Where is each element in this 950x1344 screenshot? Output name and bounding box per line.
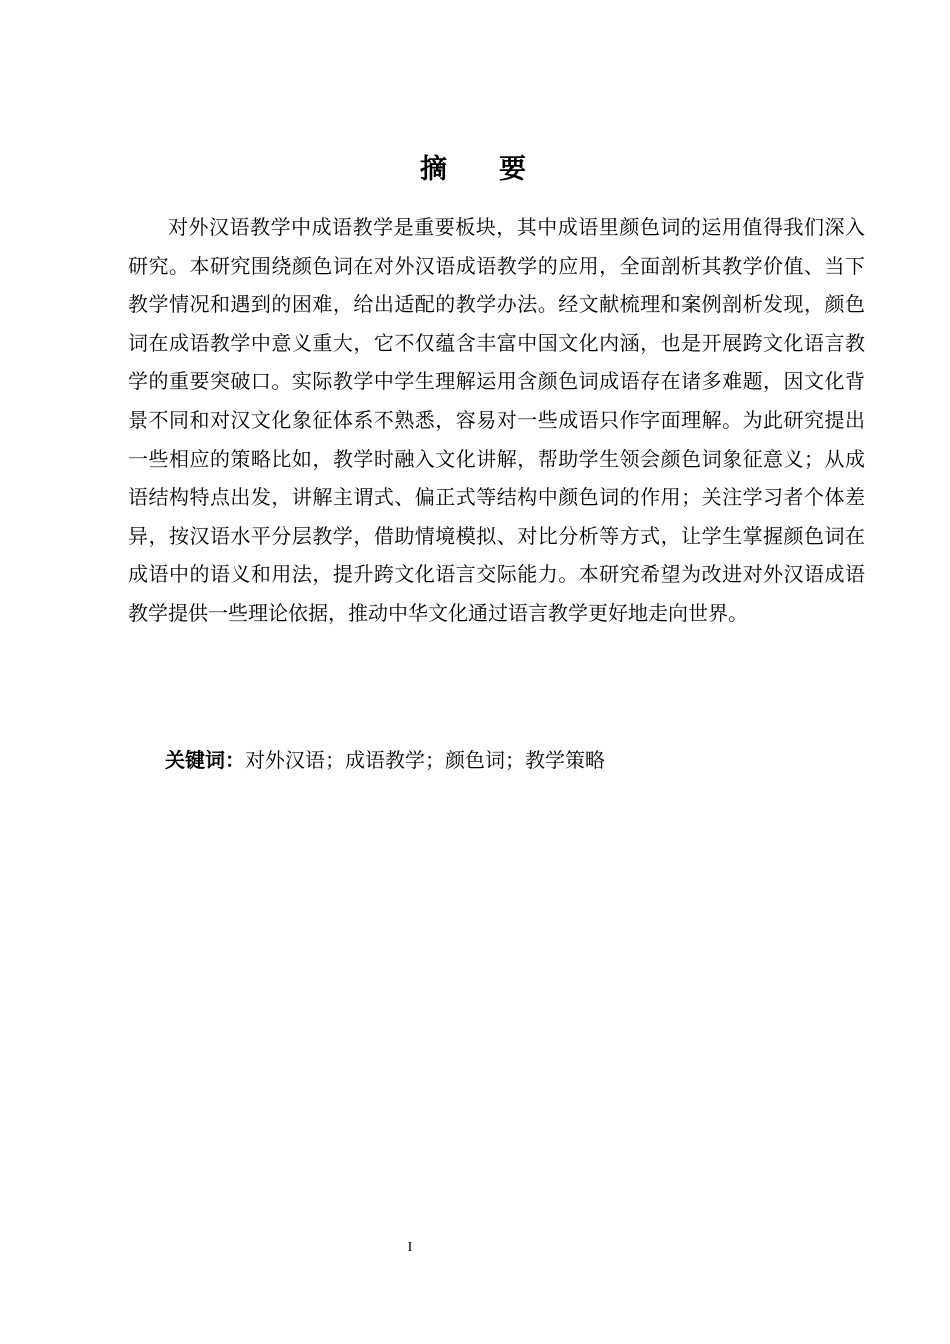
page-number: I [407, 1240, 413, 1255]
keywords-line [165, 741, 865, 779]
keywords-label: 关键词： [165, 748, 245, 772]
keywords-text: 对外汉语；成语教学；颜色词；教学策略 [245, 748, 605, 772]
abstract-body: 对外汉语教学中成语教学是重要板块，其中成语里颜色词的运用值得我们深入研究。本研究围绕颜色词在对外汉语成语教学的应用，全面剖析其教学价值、当下教学情况和遇到的困难，给出适配的教学办法。经文献梳理和案例剖析发现，颜色词在成语教学中意义重大，它不仅蕴含丰富中国文化内涵，也是开展跨文化语言教学的重要突破口。实际教学中学生理解运用含颜色词成语存在诸多难题，因文化背景不同和对汉文化象征体系不熟悉，容易对一些成语只作字面理解。为此研究提出一些相应的策略比如，教学时融入文化讲解，帮助学生领会颜色词象征意义；从成语结构特点出发，讲解主谓式、偏正式等结构中颜色词的作用；关注学习者个体差异，按汉语水平分层教学，借助情境模拟、对比分析等方式，让学生掌握颜色词在成语中的语义和用法，提升跨文化语言交际能力。本研究希望为改进对外汉语成语教学提供一些理论依据，推动中华文化通过语言教学更好地走向世界。 [128, 215, 865, 625]
abstract-title: 摘要 [420, 154, 578, 185]
